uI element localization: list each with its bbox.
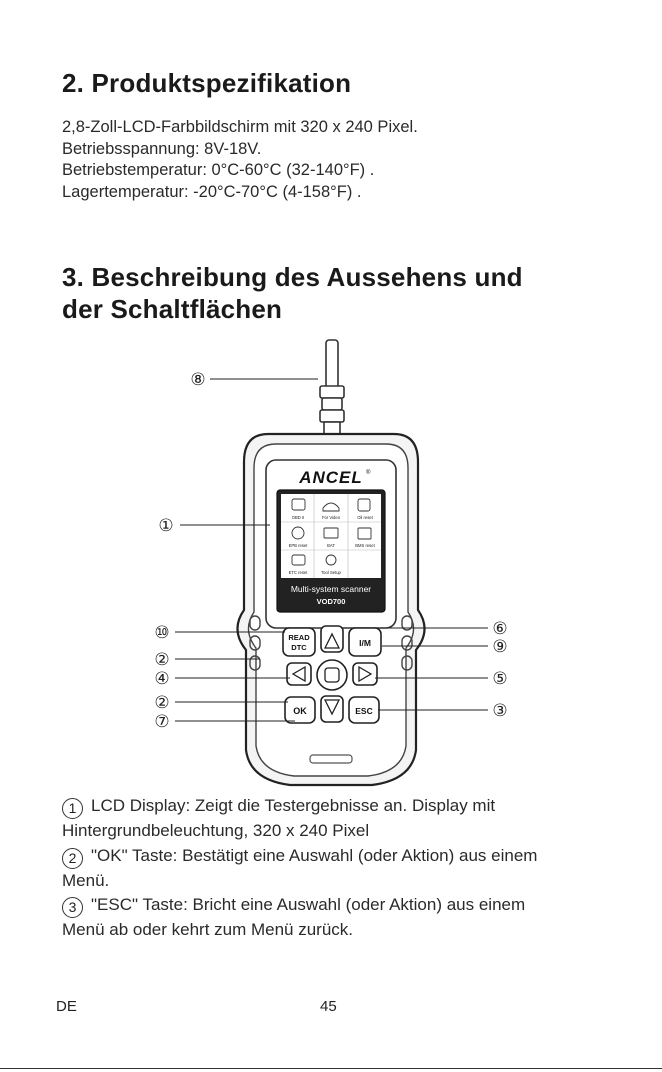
callout-8: ⑧ — [190, 370, 206, 389]
menu-obd2: OBD II — [291, 515, 305, 520]
desc-item-1: 1 LCD Display: Zeigt die Testergebnisse an. Display mit — [62, 794, 652, 819]
desc-number-2: 2 — [62, 848, 83, 869]
footer-language: DE — [56, 998, 77, 1015]
right-button — [353, 663, 377, 685]
callout-1: ① — [158, 516, 174, 535]
desc-item-2-cont: Menü. — [62, 870, 110, 890]
desc-number-1: 1 — [62, 798, 83, 819]
menu-bat: BAT — [327, 543, 335, 548]
svg-text:I/M: I/M — [359, 638, 371, 648]
callout-3: ③ — [492, 701, 508, 720]
menu-oil-reset: Oil reset — [357, 515, 373, 520]
svg-text:DTC: DTC — [291, 643, 307, 652]
svg-text:ESC: ESC — [355, 706, 373, 716]
callout-2b: ② — [154, 693, 170, 712]
callout-9: ⑨ — [492, 637, 508, 656]
callout-2a: ② — [154, 650, 170, 669]
keypad — [283, 626, 381, 723]
desc-number-3: 3 — [62, 897, 83, 918]
callout-5: ⑤ — [492, 669, 508, 688]
menu-bms-reset: BMS reset — [355, 543, 375, 548]
spec-list — [62, 117, 418, 203]
desc-item-3: 3 "ESC" Taste: Bricht eine Auswahl (oder Aktion) aus einem — [62, 893, 652, 918]
callout-10: ⑩ — [154, 623, 170, 642]
section-2-heading: 2. Produktspezifikation — [62, 68, 352, 98]
section-3-heading-line2: der Schaltflächen — [62, 294, 283, 324]
section-3-heading-line1: 3. Beschreibung des Aussehens und — [62, 262, 523, 292]
menu-etc-reset: ETC reset — [288, 570, 308, 575]
svg-text:READ: READ — [288, 633, 310, 642]
screen-model: VOD700 — [316, 597, 346, 606]
center-button — [317, 660, 347, 690]
callout-4: ④ — [154, 669, 170, 688]
svg-text:OK: OK — [293, 706, 307, 716]
screen-title: Multi-system scanner — [290, 584, 372, 594]
spec-voltage: Betriebsspannung: 8V-18V. — [62, 139, 262, 158]
svg-text:®: ® — [366, 470, 371, 476]
spec-operating-temp: Betriebstemperatur: 0°C-60°C (32-140°F) . — [62, 161, 375, 179]
desc-item-3-cont: Menü ab oder kehrt zum Menü zurück. — [62, 920, 354, 939]
menu-tool-setup: Tool Setup — [321, 570, 341, 575]
device-illustration — [0, 330, 662, 790]
callout-6: ⑥ — [492, 619, 508, 638]
spec-display: 2,8-Zoll-LCD-Farbbildschirm mit 320 x 240 Pixel. — [62, 118, 418, 136]
page-number: 45 — [320, 998, 337, 1015]
desc-item-2: 2 "OK" Taste: Bestätigt eine Auswahl (oder Aktion) aus einem — [62, 844, 652, 869]
button-descriptions — [62, 794, 652, 943]
callout-7: ⑦ — [154, 712, 170, 731]
menu-video: For Video — [321, 515, 341, 520]
spec-storage-temp: Lagertemperatur: -20°C-70°C (4-158°F) . — [62, 182, 362, 201]
bottom-rule — [0, 1068, 662, 1069]
left-button — [287, 663, 311, 685]
menu-epb-reset: EPB reset — [288, 543, 308, 548]
device-brand: ANCEL — [299, 468, 363, 487]
cable — [320, 340, 344, 434]
desc-item-1-cont: Hintergrundbeleuchtung, 320 x 240 Pixel — [62, 821, 370, 840]
